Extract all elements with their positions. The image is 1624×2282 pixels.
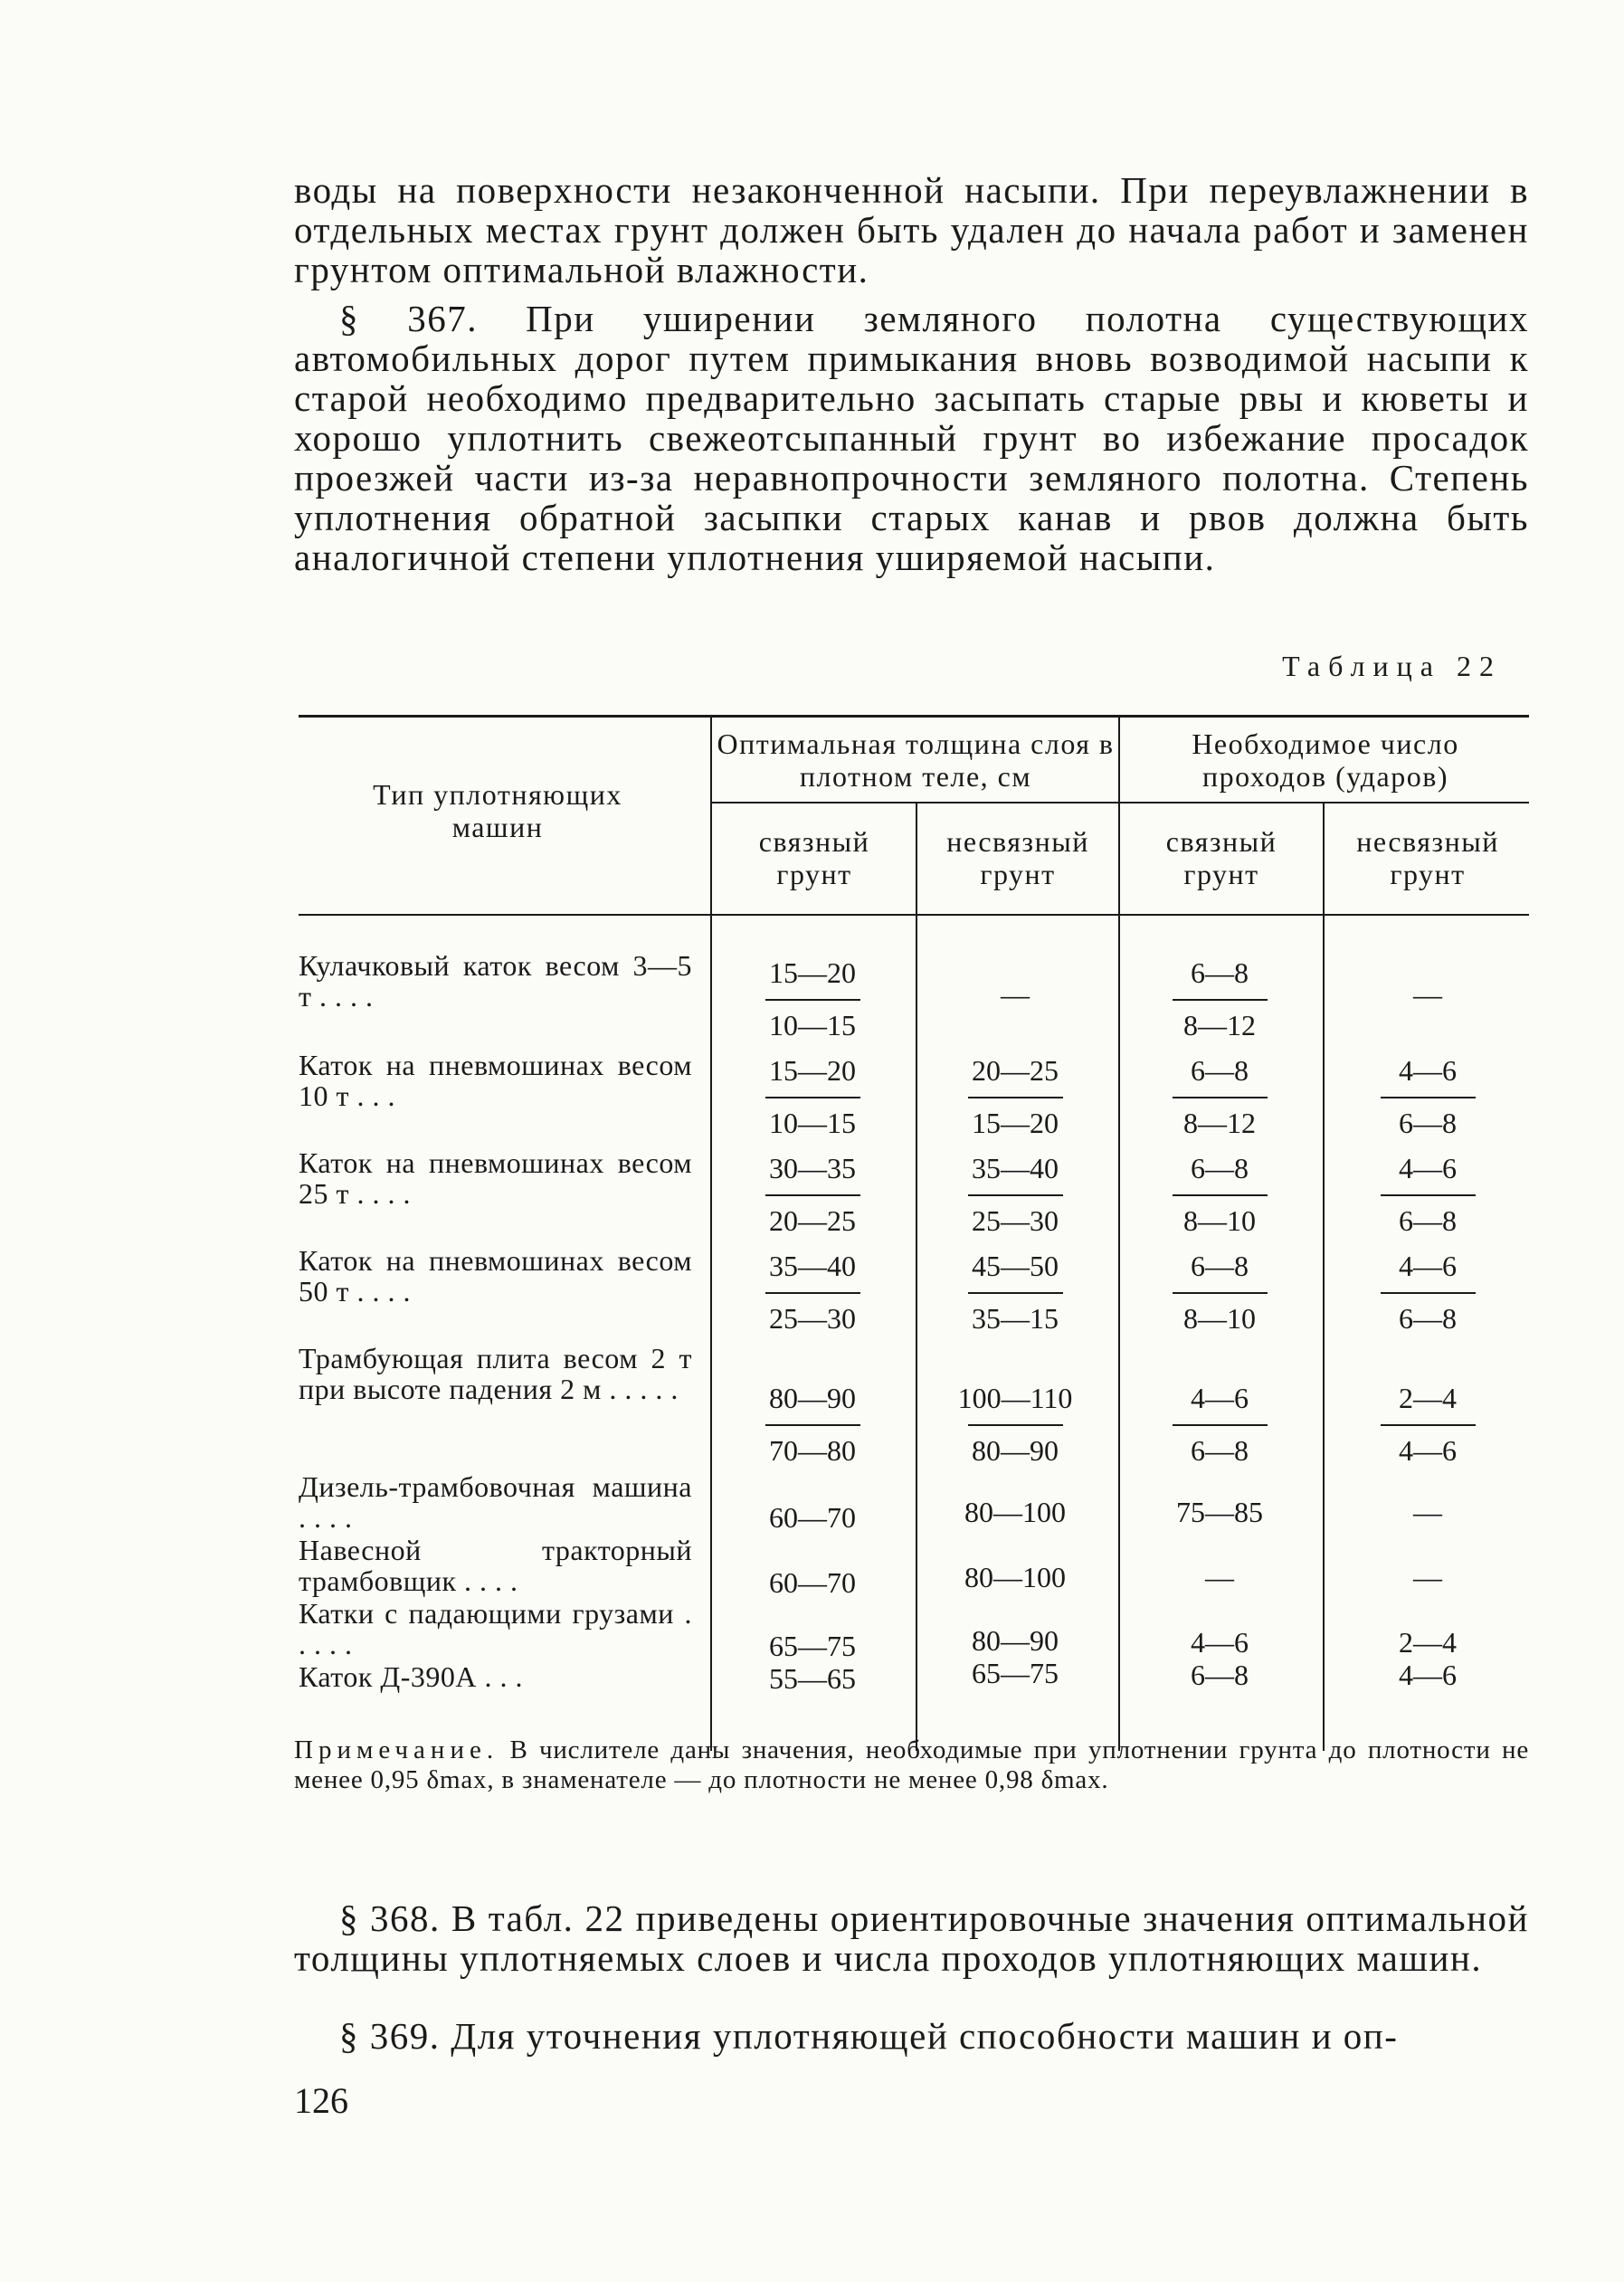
cell-7-p-coh: 4—6	[1191, 1626, 1249, 1659]
note-lead: Примечание.	[294, 1735, 499, 1764]
row-machine-1: Каток на пневмошинах весом 10 т . . .	[299, 1049, 692, 1112]
cell-5-p-coh: 75—85	[1176, 1496, 1263, 1528]
cell-3-p-non: 4—6 6—8	[1355, 1250, 1500, 1334]
paragraph-continuation: воды на поверхности незаконченной насыпи. При переувлажнении в отдельных местах грунт должен быть удален до начала работ и заменен грунтом оптимальной влажности.	[294, 169, 1529, 290]
cell-3-t-non: 45—50 35—15	[943, 1250, 1087, 1334]
cell-8-p-coh: 6—8	[1191, 1659, 1249, 1691]
row-machine-0: Кулачковый каток весом 3—5 т . . . .	[299, 949, 692, 1013]
cell-7-t-coh: 65—75	[769, 1630, 856, 1662]
cell-2-p-non: 4—6 6—8	[1355, 1153, 1500, 1236]
cell-1-p-coh: 6—8 8—12	[1147, 1055, 1292, 1138]
col-rule-1	[710, 715, 712, 1751]
cell-8-p-non: 4—6	[1399, 1659, 1457, 1691]
row-machine-3: Каток на пневмошинах весом 50 т . . . .	[299, 1244, 692, 1307]
row-machine-6: Навесной тракторный трамбовщик . . . .	[299, 1534, 692, 1597]
cell-5-p-non: —	[1413, 1496, 1442, 1528]
cell-4-p-coh: 4—6 6—8	[1147, 1383, 1292, 1466]
header-passes-noncohesive: несвязный грунт	[1356, 825, 1499, 890]
col-rule-3	[1118, 715, 1120, 1751]
cell-6-p-non: —	[1413, 1561, 1442, 1593]
cell-5-t-coh: 60—70	[769, 1501, 856, 1534]
paragraph-367: § 367. При уширении земляного полотна существующих автомобильных дорог путем примыкания вновь возводимой насыпи к старой необходимо предварительно засыпать старые рвы и кюветы и хорошо уплотнить свежеотсыпанный грунт во избежание просадок проезжей части из-за неравнопрочности земляного полотна. Степень уплотнения обратной засыпки старых канав и рвов должна быть аналогичной степени уплотнения уширяемой насыпи.	[294, 298, 1529, 578]
cell-0-t-coh: 15—20 10—15	[740, 957, 885, 1041]
cell-7-t-non: 80—90	[972, 1624, 1059, 1657]
page-number: 126	[294, 2080, 348, 2121]
paragraph-368: § 368. В табл. 22 приведены ориентировочные значения оптимальной толщины уплотняемых слоев и числа проходов уплотняющих машин.	[294, 1897, 1529, 1979]
paragraph-369: § 369. Для уточнения уплотняющей способности машин и оп-	[339, 2015, 1399, 2057]
header-bottom-rule	[299, 914, 1529, 916]
row-machine-5: Дизель-трамбовочная машина . . . .	[299, 1470, 692, 1534]
cell-3-t-coh: 35—40 25—30	[740, 1250, 885, 1334]
note-text: В числителе даны значения, необходимые при уплотнении грунта до плотности не менее 0,95 δmax, в знаменателе — до плотности не менее 0,98 δmax.	[294, 1735, 1529, 1794]
cell-0-t-non: —	[1001, 978, 1030, 1011]
cell-1-p-non: 4—6 6—8	[1355, 1055, 1500, 1138]
cell-6-t-coh: 60—70	[769, 1566, 856, 1599]
cell-1-t-non: 20—25 15—20	[943, 1055, 1087, 1138]
cell-8-t-non: 65—75	[972, 1657, 1059, 1689]
header-thickness-cohesive: связный грунт	[758, 825, 870, 890]
table-top-rule	[299, 715, 1529, 718]
cell-0-p-non: —	[1413, 978, 1442, 1011]
cell-2-t-non: 35—40 25—30	[943, 1153, 1087, 1236]
cell-5-t-non: 80—100	[964, 1496, 1066, 1528]
row-machine-2: Каток на пневмошинах весом 25 т . . . .	[299, 1146, 692, 1210]
header-passes-cohesive: связный грунт	[1165, 825, 1277, 890]
cell-3-p-coh: 6—8 8—10	[1147, 1250, 1292, 1334]
cell-4-t-coh: 80—90 70—80	[740, 1383, 885, 1466]
header-thickness-group: Оптимальная толщина слоя в плотном теле, см	[717, 727, 1115, 793]
cell-2-t-coh: 30—35 20—25	[740, 1153, 885, 1236]
cell-6-p-coh: —	[1205, 1561, 1234, 1593]
compaction-table	[299, 715, 1529, 1751]
cell-0-p-coh: 6—8 8—12	[1147, 957, 1292, 1041]
col-rule-4	[1323, 802, 1325, 1751]
row-machine-7: Катки с падающими грузами . . . . .	[299, 1597, 692, 1660]
row-machine-4: Трамбующая плита весом 2 т при высоте падения 2 м . . . . .	[299, 1342, 692, 1405]
cell-7-p-non: 2—4	[1399, 1626, 1457, 1659]
header-thickness-noncohesive: несвязный грунт	[946, 825, 1089, 890]
header-passes-group: Необходимое число проходов (ударов)	[1192, 727, 1459, 793]
table-caption: Таблица 22	[1282, 650, 1502, 682]
cell-4-t-non: 100—110 80—90	[957, 1382, 1073, 1467]
cell-1-t-coh: 15—20 10—15	[740, 1055, 885, 1138]
row-machine-8: Каток Д-390А . . .	[299, 1660, 523, 1693]
header-machine-type: Тип уплотняющих машин	[373, 778, 622, 843]
col-rule-2	[916, 802, 917, 1751]
table-note	[294, 1735, 1529, 1795]
cell-6-t-non: 80—100	[964, 1561, 1066, 1593]
cell-8-t-coh: 55—65	[769, 1662, 856, 1695]
cell-4-p-non: 2—4 4—6	[1355, 1383, 1500, 1466]
cell-2-p-coh: 6—8 8—10	[1147, 1153, 1292, 1236]
